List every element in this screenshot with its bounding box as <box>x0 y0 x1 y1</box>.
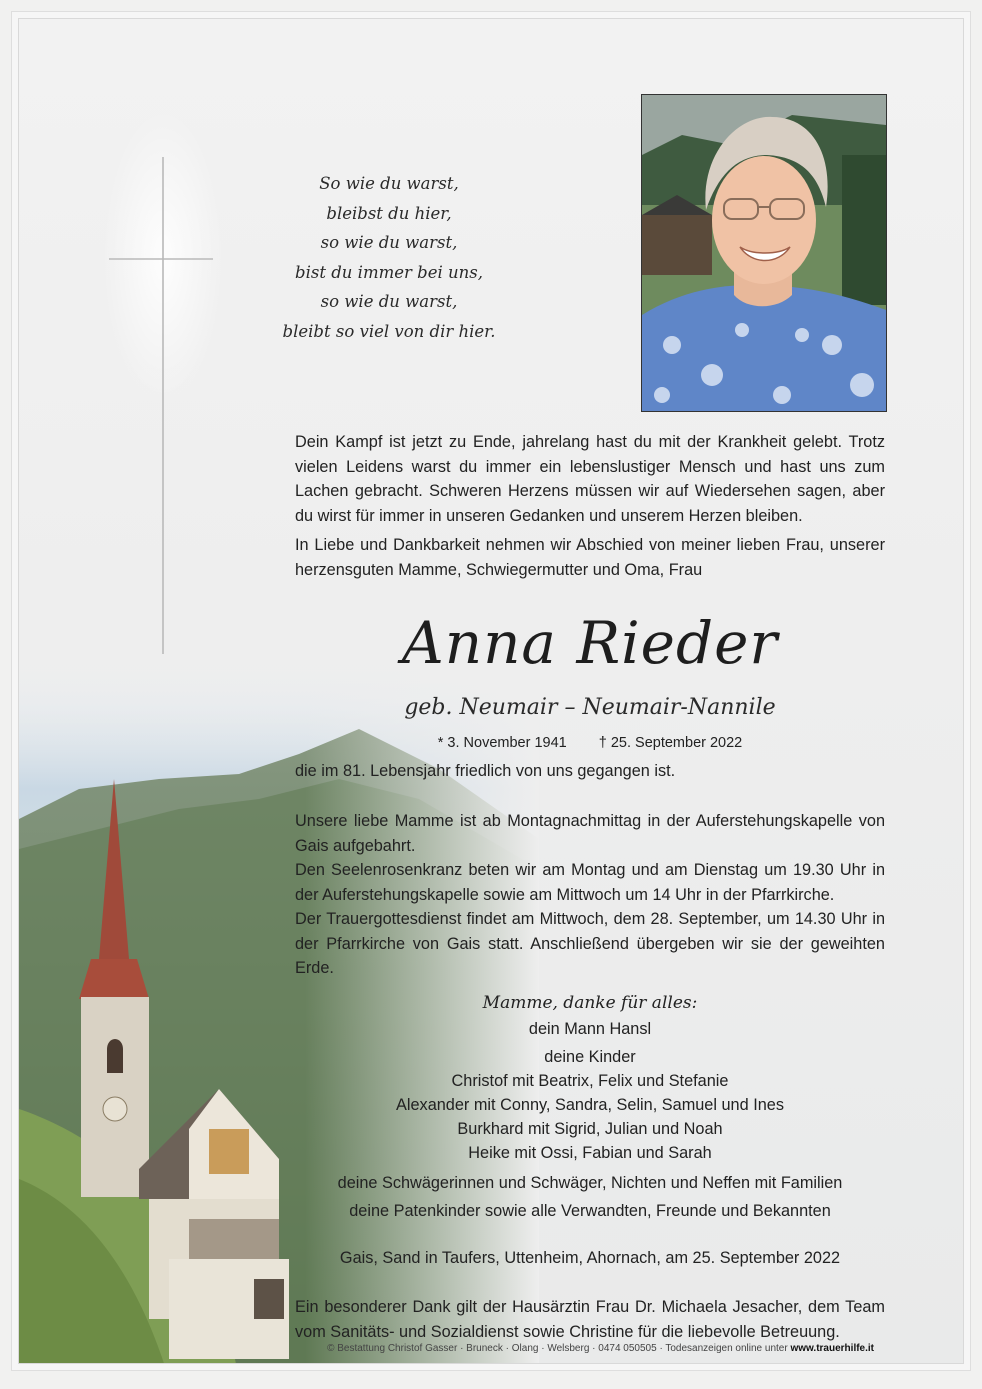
child-family: Burkhard mit Sigrid, Julian und Noah <box>457 1120 723 1138</box>
child-family: Alexander mit Conny, Sandra, Selin, Samuel und Ines <box>396 1096 784 1114</box>
life-dates <box>295 735 885 751</box>
deceased-name: Anna Rieder <box>401 609 779 677</box>
maiden-name: geb. Neumair – Neumair-Nannile <box>404 695 776 720</box>
poem-line: bist du immer bei uns, <box>295 262 483 282</box>
poem-line: So wie du warst, <box>319 174 459 193</box>
death-date: † 25. September 2022 <box>598 735 743 751</box>
birth-date: * 3. November 1941 <box>437 735 567 751</box>
place-date: Gais, Sand in Taufers, Uttenheim, Ahornach, am 25. September 2022 <box>339 1249 841 1267</box>
thanks-paragraph: Ein besonderer Dank gilt der Hausärztin Frau Dr. Michaela Jesacher, dem Team vom Sanitäts- und Sozialdienst sowie Christine für die liebevolle Betreuung. <box>295 1298 885 1341</box>
poem <box>249 169 529 346</box>
obituary-card <box>18 18 964 1364</box>
mourners-list <box>295 991 885 1223</box>
arrangement-rosary: Den Seelenrosenkranz beten wir am Montag und am Dienstag um 19.30 Uhr in der Auferstehungskapelle sowie am Mittwoch um 14 Uhr in der Pfarrkirche. <box>295 861 885 904</box>
child-family: Christof mit Beatrix, Felix und Stefanie <box>451 1072 729 1090</box>
cross-icon <box>19 19 319 719</box>
arrangement-viewing: Unsere liebe Mamme ist ab Montagnachmittag in der Auferstehungskapelle von Gais aufgebahrt. <box>295 812 885 855</box>
portrait-photo <box>641 94 887 412</box>
footer-text: © Bestattung Christof Gasser · Bruneck · Olang · Welsberg · 0474 050505 · Todesanzeigen online unter <box>327 1343 791 1354</box>
footer-link[interactable]: www.trauerhilfe.it <box>790 1343 874 1354</box>
child-family: Heike mit Ossi, Fabian und Sarah <box>468 1144 712 1162</box>
poem-line: bleibst du hier, <box>326 203 452 223</box>
age-line: die im 81. Lebensjahr friedlich von uns gegangen ist. <box>295 762 676 780</box>
relatives: deine Schwägerinnen und Schwäger, Nichten und Neffen mit Familien <box>337 1174 843 1192</box>
other-mourners: deine Patenkinder sowie alle Verwandten, Freunde und Bekannten <box>349 1202 831 1220</box>
intro-paragraph: Dein Kampf ist jetzt zu Ende, jahrelang hast du mit der Krankheit gelebt. Trotz vielen Leidens warst du immer ein lebenslustiger Mensch und hast uns zum Lachen gebracht. Schweren Herzens müssen wir auf Wiedersehen sagen, aber du wirst für immer in unseren Gedanken und unserem Herzen bleiben. <box>295 433 885 525</box>
farewell-paragraph: In Liebe und Dankbarkeit nehmen wir Abschied von meiner lieben Frau, unserer herzensguten Mamme, Schwiegermutter und Oma, Frau <box>295 536 885 579</box>
mourners-heading: Mamme, danke für alles: <box>482 993 698 1013</box>
arrangement-funeral: Der Trauergottesdienst findet am Mittwoch, dem 28. September, um 14.30 Uhr in der Pfarrkirche von Gais statt. Anschließend übergeben wir sie der geweihten Erde. <box>295 910 885 978</box>
poem-line: so wie du warst, <box>320 233 458 252</box>
footer <box>0 1343 982 1354</box>
children-heading: deine Kinder <box>544 1048 636 1066</box>
poem-line: bleibt so viel von dir hier. <box>282 321 496 341</box>
husband: dein Mann Hansl <box>528 1020 652 1038</box>
poem-line: so wie du warst, <box>320 292 458 311</box>
